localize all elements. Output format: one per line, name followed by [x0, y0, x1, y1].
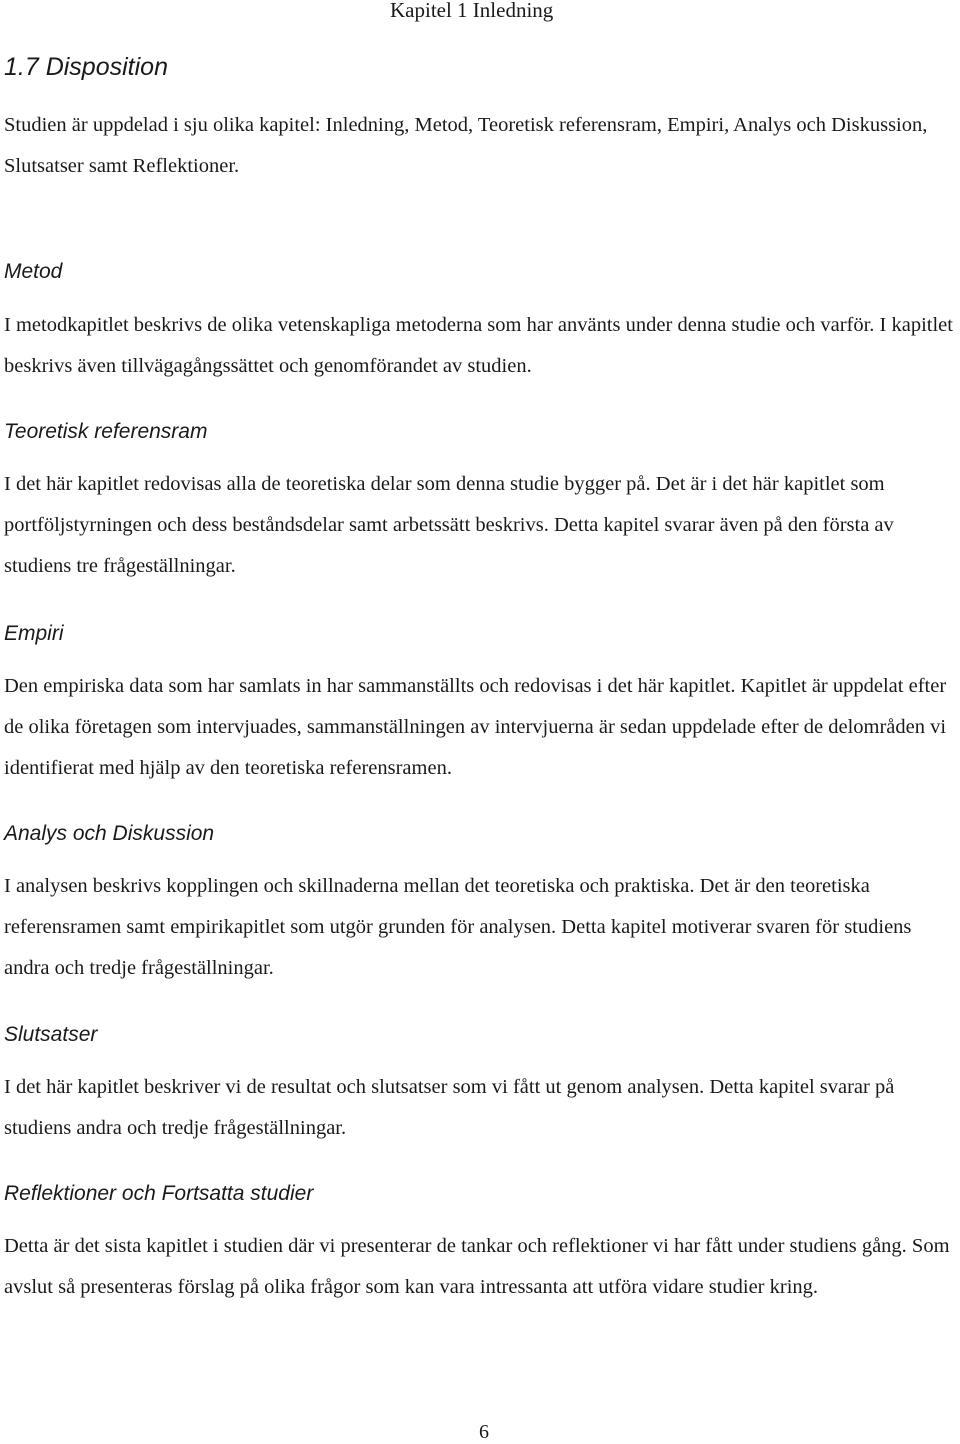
page-number: 6: [479, 1421, 489, 1443]
section-title: 1.7 Disposition: [4, 53, 168, 81]
heading-empiri: Empiri: [4, 622, 64, 645]
paragraph-slutsatser: I det här kapitlet beskriver vi de resultat och slutsatser som vi fått ut genom analysen. Detta kapitel svarar på studiens andra och tredje frågeställningar.: [4, 1076, 895, 1139]
heading-teoretisk-referensram: Teoretisk referensram: [4, 420, 208, 443]
paragraph-analys-och-diskussion: I analysen beskrivs kopplingen och skillnaderna mellan det teoretiska och praktiska. Det är den teoretiska referensramen samt empirikapitlet som utgör grunden för analysen. Detta kapitel motiverar svaren för studiens andra och tredje frågeställningar.: [4, 875, 912, 979]
heading-slutsatser: Slutsatser: [4, 1023, 98, 1046]
heading-reflektioner-och-fortsatta-studier: Reflektioner och Fortsatta studier: [4, 1182, 314, 1205]
paragraph-teoretisk-referensram: I det här kapitlet redovisas alla de teoretiska delar som denna studie bygger på. Det är i det här kapitlet som portföljstyrningen och dess beståndsdelar samt arbetssätt beskrivs. Detta kapitel svarar även på den första av studiens tre frågeställningar.: [4, 473, 894, 577]
intro-paragraph: Studien är uppdelad i sju olika kapitel: Inledning, Metod, Teoretisk referensram, Empiri, Analys och Diskussion, Slutsatser samt Reflektioner.: [4, 114, 928, 177]
paragraph-empiri: Den empiriska data som har samlats in har sammanställts och redovisas i det här kapitlet. Kapitlet är uppdelat efter de olika företagen som intervjuades, sammanställningen av intervjuerna är sedan uppdelade efter de delområden vi identifierat med hjälp av den teoretiska referensramen.: [4, 675, 947, 779]
heading-metod: Metod: [4, 260, 63, 283]
paragraph-metod: I metodkapitlet beskrivs de olika vetenskapliga metoderna som har använts under denna studie och varför. I kapitlet beskrivs även tillvägagångssättet och genomförandet av studien.: [4, 314, 953, 377]
running-header: Kapitel 1 Inledning: [390, 0, 554, 22]
heading-analys-och-diskussion: Analys och Diskussion: [4, 822, 215, 845]
paragraph-reflektioner-och-fortsatta-studier: Detta är det sista kapitlet i studien där vi presenterar de tankar och reflektioner vi har fått under studiens gång. Som avslut så presenteras förslag på olika frågor som kan vara intressanta att utföra vidare studier kring.: [4, 1235, 950, 1298]
